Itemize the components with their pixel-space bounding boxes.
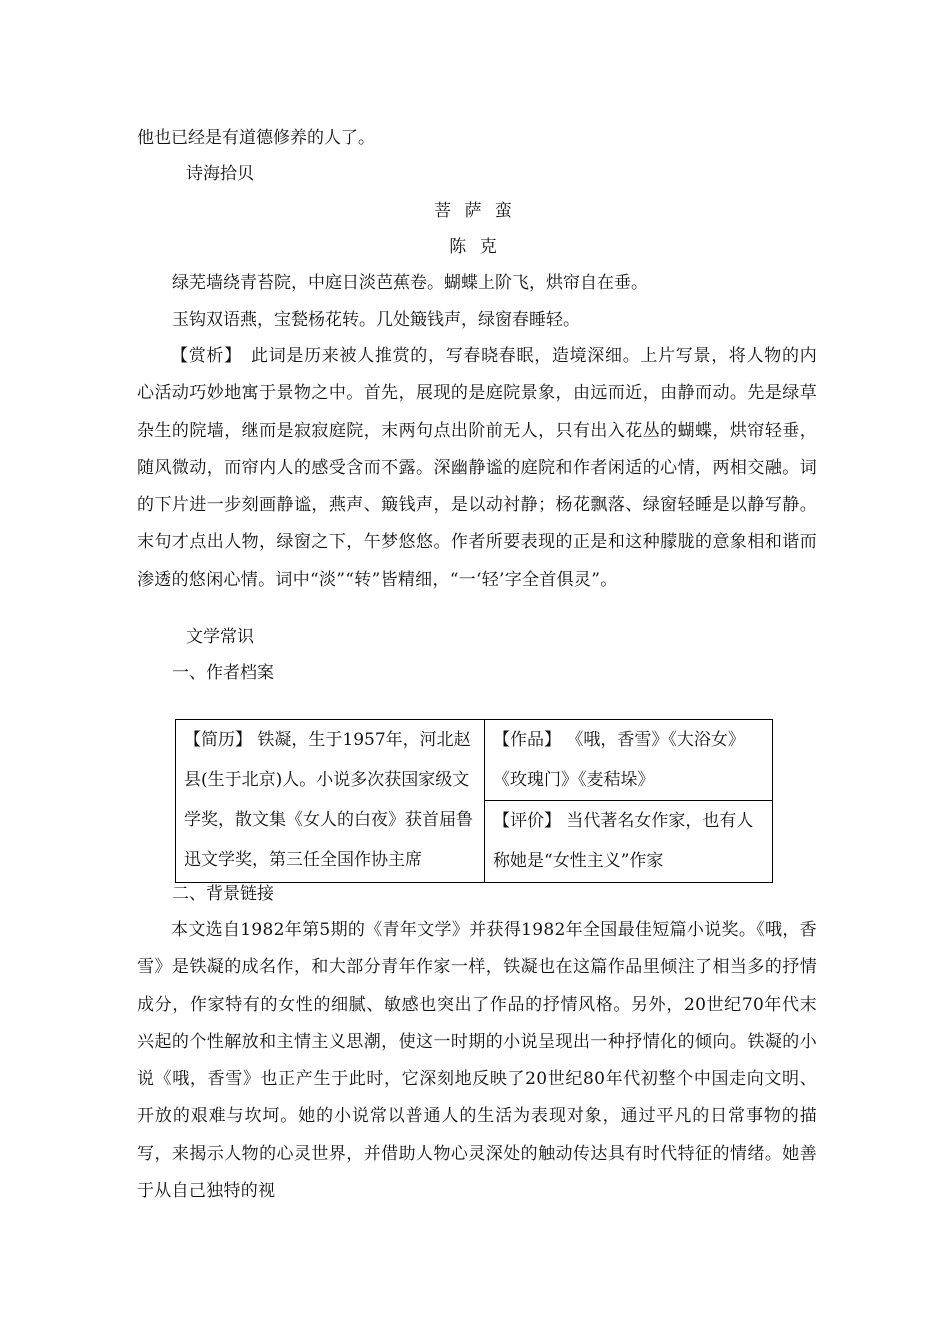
bio-cell: 【简历】 铁凝，生于1957年，河北赵县(生于北京)人。小说多次获国家级文学奖，散文集《女人的白夜》获首届鲁迅文学奖，第三任全国作协主席 xyxy=(176,720,485,883)
author-profile-table xyxy=(175,719,773,883)
appreciation-paragraph: 【赏析】 此词是历来被人推赏的，写春晓春眠，造境深细。上片写景，将人物的内心活动巧妙地寓于景物之中。首先，展现的是庭院景象，由远而近，由静而动。先是绿草杂生的院墙，继而是寂寂庭院，末两句点出阶前无人，只有出入花丛的蝴蝶，烘帘轻垂，随风微动，而帘内人的感受含而不露。深幽静谧的庭院和作者闲适的心情，两相交融。词的下片进一步刻画静谧，燕声、簸钱声，是以动衬静；杨花飘落、绿窗轻睡是以静写静。末句才点出人物，绿窗之下，午梦悠悠。作者所要表现的正是和这种朦胧的意象相和谐而渗透的悠闲心情。词中“淡”“转”皆精细，“一‘轻’字全首俱灵”。 xyxy=(137,346,817,590)
heading-background: 二、背景链接 xyxy=(172,884,274,904)
poem-line-2: 玉钩双语燕，宝甃杨花转。几处簸钱声，绿窗春睡轻。 xyxy=(172,310,580,330)
works-cell: 【作品】 《哦，香雪》《大浴女》《玫瑰门》《麦秸垛》 xyxy=(485,720,773,801)
poem-author: 陈 克 xyxy=(449,237,501,257)
section-heading-literature: 文学常识 xyxy=(186,627,254,647)
heading-author-profile: 一、作者档案 xyxy=(172,663,274,683)
background-paragraph: 本文选自1982年第5期的《青年文学》并获得1982年全国最佳短篇小说奖。《哦，香雪》是铁凝的成名作，和大部分青年作家一样，铁凝也在这篇作品里倾注了相当多的抒情成分，作家特有的女性的细腻、敏感也突出了作品的抒情风格。另外，20世纪70年代末兴起的个性解放和主情主义思潮，使这一时期的小说呈现出一种抒情化的倾向。铁凝的小说《哦，香雪》也正产生于此时，它深刻地反映了20世纪80年代初整个中国走向文明、开放的艰难与坎坷。她的小说常以普通人的生活为表现对象，通过平凡的日常事物的描写，来揭示人物的心灵世界，并借助人物心灵深处的触动传达具有时代特征的情绪。她善于从自己独特的视 xyxy=(137,920,817,1202)
section-heading-poetry: 诗海拾贝 xyxy=(186,164,254,184)
poem-line-1: 绿芜墙绕青苔院，中庭日淡芭蕉卷。蝴蝶上阶飞，烘帘自在垂。 xyxy=(172,273,648,293)
evaluation-cell: 【评价】 当代著名女作家，也有人称她是“女性主义”作家 xyxy=(485,801,773,883)
continuation-line: 他也已经是有道德修养的人了。 xyxy=(137,128,375,148)
poem-title: 菩 萨 蛮 xyxy=(434,201,516,221)
